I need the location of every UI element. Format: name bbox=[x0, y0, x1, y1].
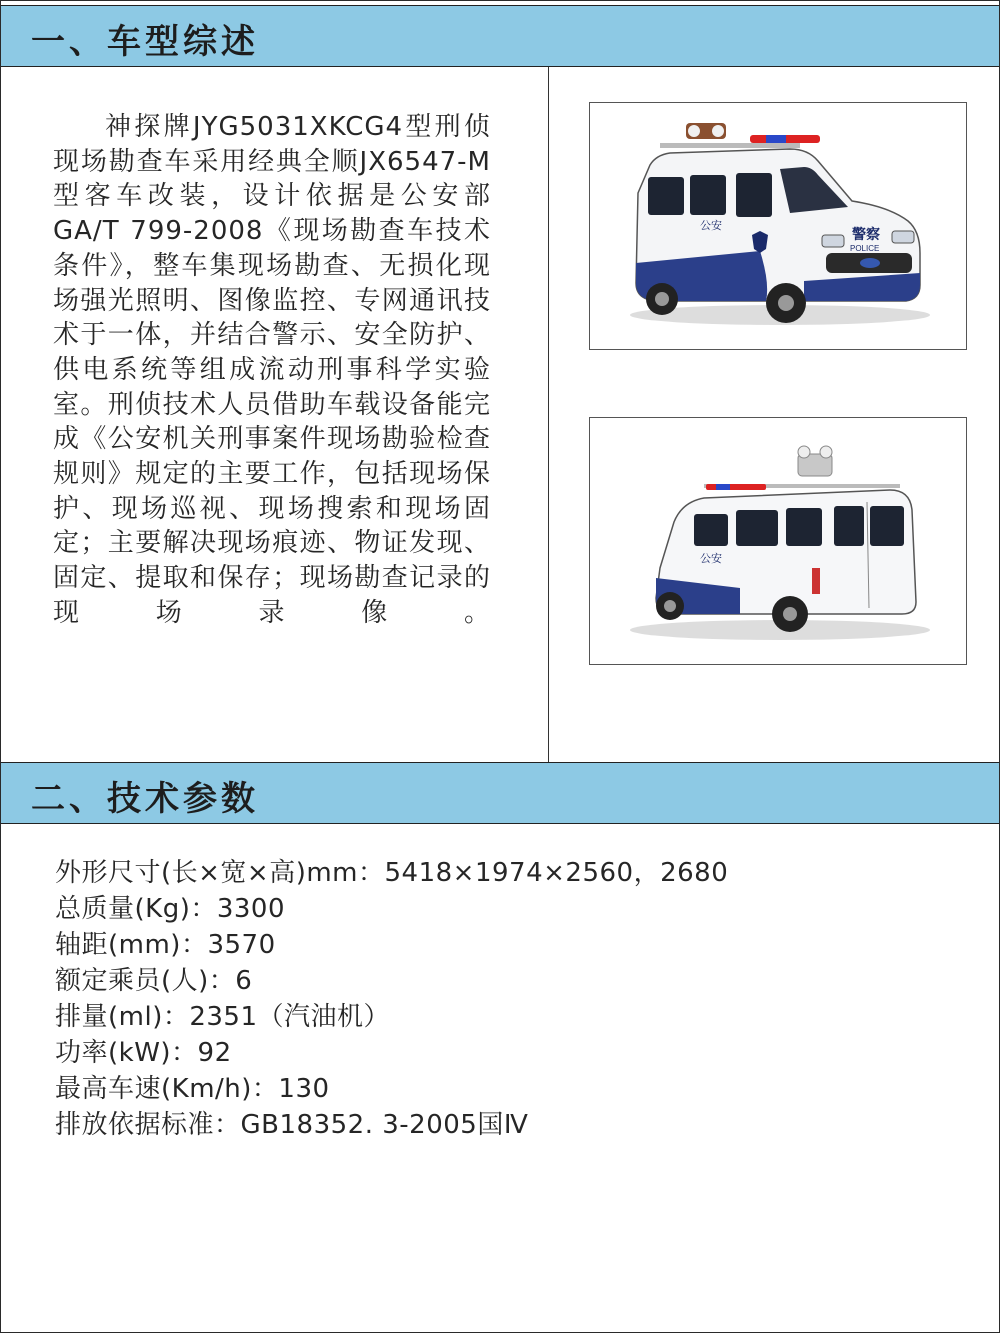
section-header-specs bbox=[1, 762, 999, 824]
spec-top-speed: 最高车速(Km/h)：130 bbox=[55, 1074, 330, 1104]
spec-wheelbase: 轴距(mm)：3570 bbox=[55, 930, 276, 960]
section-title-overview: 一、车型综述 bbox=[31, 22, 259, 62]
van-front-photo bbox=[589, 102, 967, 350]
spec-total-mass: 总质量(Kg)：3300 bbox=[55, 894, 286, 924]
section-title-specs: 二、技术参数 bbox=[31, 779, 259, 819]
spec-power: 功率(kW)：92 bbox=[55, 1038, 232, 1068]
spec-displacement: 排量(ml)：2351（汽油机） bbox=[55, 1002, 391, 1032]
column-divider bbox=[548, 67, 549, 762]
spec-dimensions: 外形尺寸(长×宽×高)mm：5418×1974×2560，2680 bbox=[55, 858, 729, 888]
specs-panel bbox=[1, 824, 999, 1329]
van-front-illustration bbox=[590, 103, 966, 349]
van-front-roof-sub: POLICE bbox=[850, 244, 880, 253]
van-front-side-label: 公安 bbox=[700, 220, 722, 232]
van-rear-side-label: 公安 bbox=[700, 553, 722, 565]
spec-seating: 额定乘员(人)：6 bbox=[55, 966, 253, 996]
spec-emission-standard: 排放依据标准：GB18352. 3-2005国Ⅳ bbox=[55, 1110, 529, 1140]
van-rear-illustration bbox=[590, 418, 966, 664]
section-header-overview bbox=[1, 5, 999, 67]
overview-panel bbox=[1, 67, 999, 762]
van-rear-photo bbox=[589, 417, 967, 665]
van-front-roof-label: 警察 bbox=[852, 226, 880, 242]
overview-description: 神探牌JYG5031XKCG4型刑侦现场勘查车采用经典全顺JX6547-M型客车改装，设计依据是公安部GA/T 799-2008《现场勘查车技术条件》，整车集现场勘查、无损化现场强光照明、图像监控、专网通讯技术于一体，并结合警示、安全防护、供电系统等组成流动刑事科学实验室。刑侦技术人员借助车载设备能完成《公安机关刑事案件现场勘验检查规则》规定的主要工作，包括现场保护、现场巡视、现场搜索和现场固定；主要解决现场痕迹、物证发现、固定、提取和保存；现场勘查记录的现场录像。 bbox=[53, 112, 491, 628]
